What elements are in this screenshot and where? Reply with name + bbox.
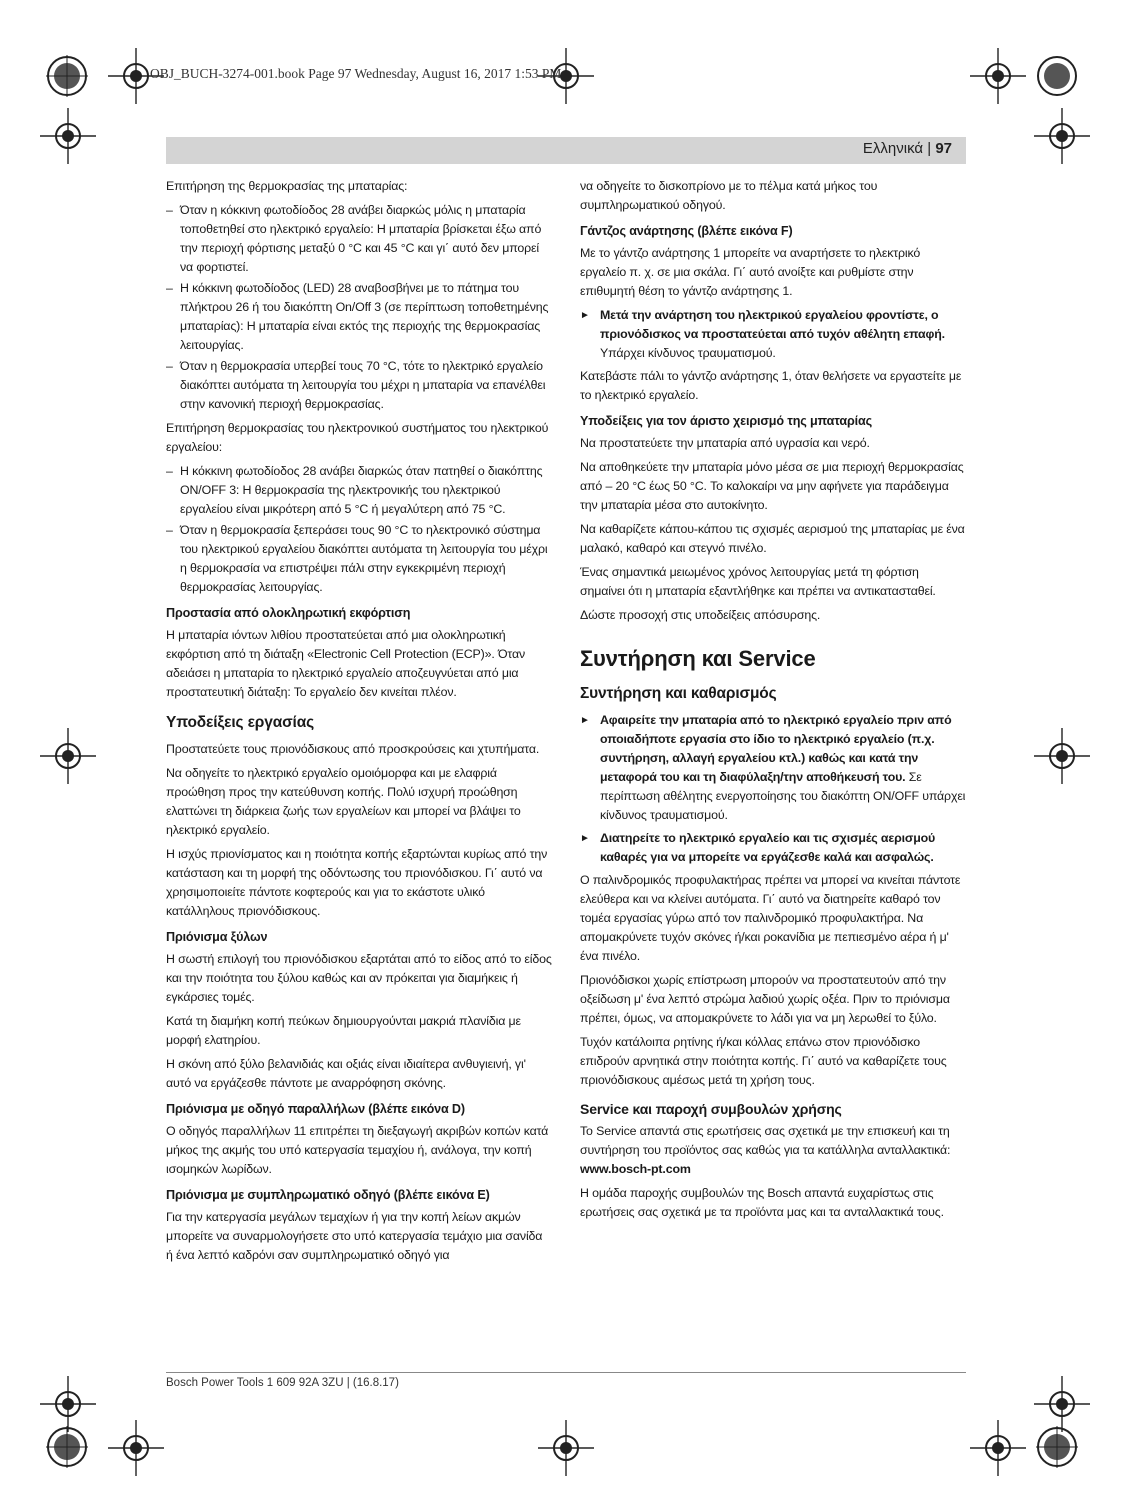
maintenance-heading: Συντήρηση και Service (580, 646, 816, 671)
page-footer: Bosch Power Tools 1 609 92A 3ZU | (16.8.17) (166, 1377, 399, 1389)
left-column (166, 177, 552, 1270)
crosshair-mark-left-middle (40, 728, 96, 784)
paragraph: Η σκόνη από ξύλο βελανιδιάς και οξιάς είναι ιδιαίτερα ανθυγιεινή, γι' αυτό να εργάζεσθε πάντοτε με αναρρόφηση σκόνης. (166, 1057, 526, 1090)
crosshair-mark-bottom-center (538, 1420, 594, 1476)
list-item: – Όταν η θερμοκρασία υπερβεί τους 70 °C, τότε το ηλεκτρικό εργαλείο διακόπτει αυτόματα τη λειτουργία του μέχρι η μπαταρία να επανέλθει στην κανονική περιοχή θερμοκρασίας. (166, 357, 552, 414)
page-header-band (166, 137, 966, 164)
paragraph: Κατεβάστε πάλι το γάντζο ανάρτησης 1, όταν θελήσετε να εργαστείτε με το ηλεκτρικό εργαλείο. (580, 369, 962, 402)
paragraph: Το Service απαντά στις ερωτήσεις σας σχετικά με την επισκευή και τη συντήρηση του προϊόντος σας καθώς για τα κατάλληλα ανταλλακτικά: (580, 1124, 951, 1157)
paragraph: Προστατεύετε τους πριονόδισκους από προσκρούσεις και χτυπήματα. (166, 742, 540, 756)
crosshair-mark-left-lower (40, 1376, 96, 1432)
paragraph: Η ισχύς πριονίσματος και η ποιότητα κοπής εξαρτώνται κυρίως από την κατάσταση και τη μορφή της οδόντωσης του πριονόδισκου. Γι΄ αυτό να χρησιμοποιείτε πάντοτε κοφτερούς και για το εκάστοτε υλικό κατάλληλους πριονόδισκους. (166, 847, 548, 918)
warning-rest: Υπάρχει κίνδυνος τραυματισμού. (600, 346, 776, 360)
paragraph: Να αποθηκεύετε την μπαταρία μόνο μέσα σε μια περιοχή θερμοκρασίας από – 20 °C έως 50 °C. Το καλοκαίρι να μην αφήνετε για παράδειγμα την μπαταρία μέσα στο αυτοκίνητο. (580, 460, 964, 512)
warning-bold: Διατηρείτε το ηλεκτρικό εργαλείο και τις σχισμές αερισμού καθαρές για να μπορείτε να εργάζεσθε καλά και ασφαλώς. (600, 831, 936, 864)
paragraph: Ένας σημαντικά μειωμένος χρόνος λειτουργίας μετά τη φόρτιση σημαίνει ότι η μπαταρία εξαντλήθηκε και πρέπει να αντικατασταθεί. (580, 565, 936, 598)
registration-mark-bottom-right (1036, 1426, 1078, 1468)
warning-bold: Αφαιρείτε την μπαταρία από το ηλεκτρικό εργαλείο πριν από οποιαδήποτε εργασία στο ίδιο το ηλεκτρικό εργαλείο (π.χ. συντήρηση, αλλαγή εργαλείου κτλ.) καθώς και κατά την μεταφορά του και τη διαφύλαξη/την αποθήκευσή του. (600, 713, 952, 784)
crosshair-mark-top-right (970, 48, 1026, 104)
crosshair-mark-bottom-right (970, 1420, 1026, 1476)
paragraph: Πριονόδισκοι χωρίς επίστρωση μπορούν να προστατευτούν από την οξείδωση μ' ένα λεπτό στρώμα λαδιού χωρίς οξέα. Πριν το πριόνισμα πρέπει, όμως, να απομακρύνετε το λάδι για να μη λερωθεί το ξύλο. (580, 973, 950, 1025)
warning-bullet (580, 829, 966, 867)
registration-mark-top-left (46, 55, 88, 97)
crosshair-mark-bottom-left (108, 1420, 164, 1476)
deep-discharge-heading: Προστασία από ολοκληρωτική εκφόρτιση (166, 606, 411, 620)
paragraph: Κατά τη διαμήκη κοπή πεύκων δημιουργούνται μακριά πλανίδια με μορφή ελατηρίου. (166, 1014, 521, 1047)
paragraph: Ο οδηγός παραλλήλων 11 επιτρέπει τη διεξαγωγή ακριβών κοπών κατά μήκος της ακμής του υπό κατεργασία τεμαχίου ή, ανάλογα, την κοπή ισομηκών λωρίδων. (166, 1124, 549, 1176)
parallel-guide-heading: Πριόνισμα με οδηγό παραλλήλων (βλέπε εικόνα D) (166, 1102, 465, 1116)
crosshair-mark-left-upper (40, 108, 96, 164)
service-heading: Service και παροχή συμβουλών χρήσης (580, 1101, 842, 1117)
electronics-temp-title: Επιτήρηση θερμοκρασίας του ηλεκτρονικού συστήματος του ηλεκτρικού εργαλείου: (166, 421, 549, 454)
battery-temp-title: Επιτήρηση της θερμοκρασίας της μπαταρίας: (166, 179, 408, 193)
paragraph: Για την κατεργασία μεγάλων τεμαχίων ή για την κοπή λείων ακμών μπορείτε να συναρμολογήσετε στο υπό κατεργασία τεμάχιο μια σανίδα ή ένα λεπτό καδρόνι σαν συμπληρωματικό οδηγό για (166, 1210, 543, 1262)
header-language: Ελληνικά (862, 140, 924, 157)
auxiliary-guide-heading: Πριόνισμα με συμπληρωματικό οδηγό (βλέπε εικόνα E) (166, 1188, 490, 1202)
hook-heading: Γάντζος ανάρτησης (βλέπε εικόνα F) (580, 224, 793, 238)
page-number: 97 (935, 140, 952, 157)
deep-discharge-text: Η μπαταρία ιόντων λιθίου προστατεύεται από μια ολοκληρωτική εκφόρτιση από τη διάταξη «Electronic Cell Protection (ECP)». Όταν αδειάσει η μπαταρία το ηλεκτρικό εργαλείο αποζευγνύεται από μια προστατευτική διάταξη: Το εργαλείο δεν κινείται πλέον. (166, 628, 526, 699)
crosshair-mark-right-lower (1034, 1376, 1090, 1432)
work-tips-heading: Υποδείξεις εργασίας (166, 714, 314, 731)
right-column (580, 177, 966, 1227)
registration-mark-top-right (1036, 55, 1078, 97)
warning-bullet (580, 306, 966, 363)
service-url-link[interactable]: www.bosch-pt.com (580, 1162, 691, 1176)
paragraph: Τυχόν κατάλοιπα ρητίνης ή/και κόλλας επάνω στον πριονόδισκο επιδρούν αρνητικά στην ποιότητα κοπής. Γι΄ αυτό να καθαρίζετε τους πριονόδισκους αμέσως μετά τη χρήση τους. (580, 1035, 947, 1087)
list-item: – Όταν η κόκκινη φωτοδίοδος 28 ανάβει διαρκώς μόλις η μπαταρία τοποθετηθεί στο ηλεκτρικό εργαλείο: Η μπαταρία βρίσκεται έξω από την περιοχή φόρτισης μεταξύ 0 °C και 45 °C και γι΄ αυτό δεν μπορεί να φορτιστεί. (166, 201, 552, 277)
crosshair-mark-right-middle (1034, 728, 1090, 784)
paragraph: Να οδηγείτε το ηλεκτρικό εργαλείο ομοιόμορφα και με ελαφριά προώθηση προς την κατεύθυνση κοπής. Πολύ ισχυρή προώθηση ελαττώνει τη διάρκεια ζωής των εργαλείων και μπορεί να βλάψει το ηλεκτρικό εργαλείο. (166, 766, 521, 837)
warning-rest: Σε περίπτωση αθέλητης ενεργοποίησης του διακόπτη ON/OFF υπάρχει κίνδυνος τραυματισμού. (600, 770, 966, 822)
paragraph: Δώστε προσοχή στις υποδείξεις απόσυρσης. (580, 608, 821, 622)
list-item: – Η κόκκινη φωτοδίοδος 28 ανάβει διαρκώς όταν πατηθεί ο διακόπτης ON/OFF 3: Η θερμοκρασία της ηλεκτρονικής του ηλεκτρικού εργαλείου είναι μικρότερη από 5 °C ή μεγαλύτερη από 75 °C. (166, 462, 552, 519)
paragraph: Η σωστή επιλογή του πριονόδισκου εξαρτάται από το είδος από το είδος και την ποιότητα του ξύλου καθώς και αν πρόκειται για διαμήκεις ή εγκάρσιες τομές. (166, 952, 552, 1004)
paragraph: Ο παλινδρομικός προφυλακτήρας πρέπει να μπορεί να κινείται πάντοτε ελεύθερα και να κλείνει αυτόματα. Γι΄ αυτό να διατηρείτε καθαρό τον τομέα εργασίας γύρω από τον παλινδρομικό προφυλακτήρα. Να απομακρύνετε τυχόν σκόνες ή/και ροκανίδια με πεπιεσμένο αέρα ή μ' ένα πινέλο. (580, 873, 961, 963)
paragraph: Να καθαρίζετε κάπου-κάπου τις σχισμές αερισμού της μπαταρίας με ένα μαλακό, καθαρό και στεγνό πινέλο. (580, 522, 965, 555)
wood-heading: Πριόνισμα ξύλων (166, 930, 268, 944)
battery-tips-heading: Υποδείξεις για τον άριστο χειρισμό της μπαταρίας (580, 414, 872, 428)
crosshair-mark-right-upper (1034, 108, 1090, 164)
paragraph: Με το γάντζο ανάρτησης 1 μπορείτε να αναρτήσετε το ηλεκτρικό εργαλείο π. χ. σε μια σκάλα. Γι΄ αυτό ανοίξτε και ρυθμίστε στην επιθυμητή θέση το γάντζο ανάρτησης 1. (580, 246, 921, 298)
paragraph: Να προστατεύετε την μπαταρία από υγρασία και νερό. (580, 436, 870, 450)
print-slug: OBJ_BUCH-3274-001.book Page 97 Wednesday, August 16, 2017 1:53 PM (150, 66, 562, 81)
page-header: Ελληνικά | 97 (862, 140, 952, 157)
list-item: – Όταν η θερμοκρασία ξεπεράσει τους 90 °C το ηλεκτρονικό σύστημα του ηλεκτρικού εργαλείου διακόπτει αυτόματα τη λειτουργία του μέχρι η θερμοκρασία να επιστρέψει πάλι στην εγκεκριμένη περιοχή θερμοκρασίας λειτουργίας. (166, 521, 552, 597)
footer-rule (166, 1372, 966, 1373)
registration-mark-bottom-left (46, 1426, 88, 1468)
list-item: – Η κόκκινη φωτοδίοδος (LED) 28 αναβοσβήνει με το πάτημα του πλήκτρου 26 ή του διακόπτη On/Off 3 (σε περίπτωση τοποθετημένης μπαταρίας): Η μπαταρία είναι εκτός της περιοχής της θερμοκρασίας λειτουργίας. (166, 279, 552, 355)
warning-bullet (580, 711, 966, 825)
warning-bold: Μετά την ανάρτηση του ηλεκτρικού εργαλείου φροντίστε, ο πριονόδισκος να προστατεύεται από τυχόν αθέλητη επαφή. (600, 308, 945, 341)
paragraph: Η ομάδα παροχής συμβουλών της Bosch απαντά ευχαρίστως στις ερωτήσεις σας σχετικά με τα προϊόντα μας και τα ανταλλακτικά τους. (580, 1186, 944, 1219)
paragraph: να οδηγείτε το δισκοπρίονο με το πέλμα κατά μήκος του συμπληρωματικού οδηγού. (580, 179, 878, 212)
cleaning-heading: Συντήρηση και καθαρισμός (580, 685, 777, 702)
